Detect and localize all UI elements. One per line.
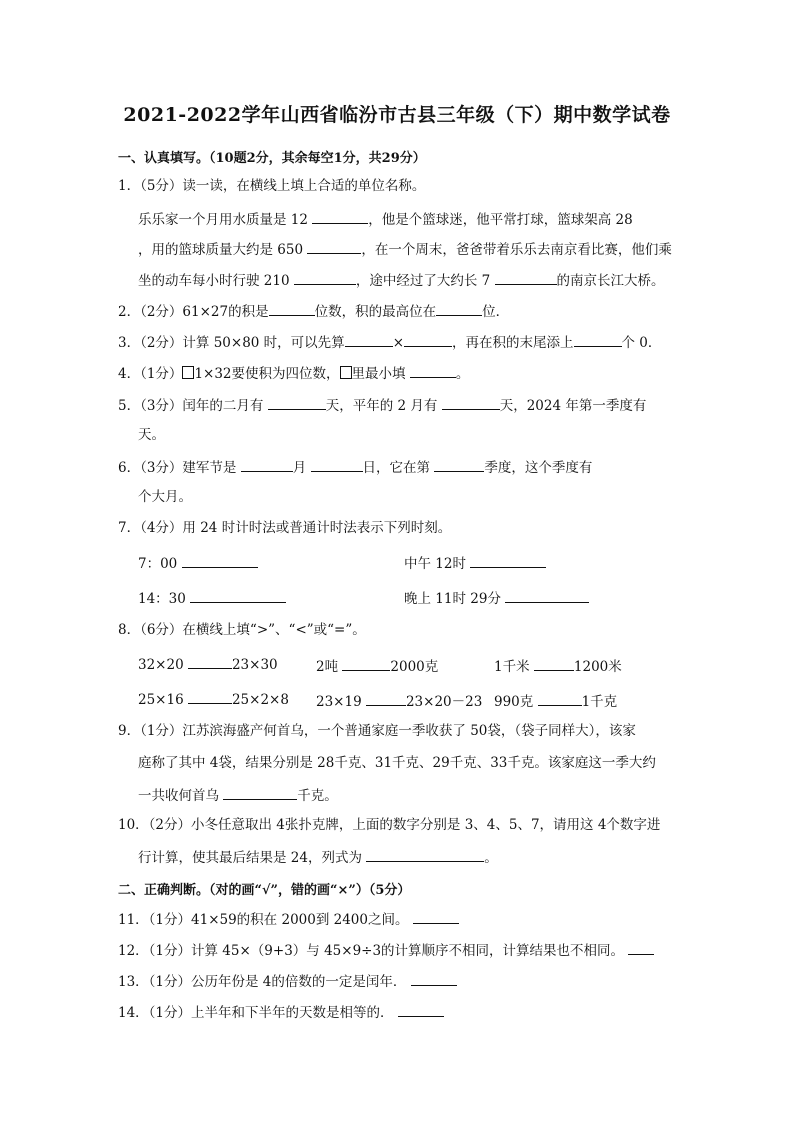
question-10-line-2: 行计算，使其最后结果是 24，列式为 。: [138, 850, 498, 866]
answer-blank[interactable]: [434, 458, 484, 472]
answer-blank[interactable]: [182, 554, 258, 568]
answer-blank[interactable]: [411, 972, 457, 986]
question-1-line-3: 坐的动车每小时行驶 210 ，途中经过了大约长 7 的南京长江大桥。: [138, 273, 665, 289]
question-9-line-2: 庭称了其中 4袋，结果分别是 28千克、31千克、29千克、33千克。该家庭这一季大约: [138, 755, 656, 771]
question-7-item-2: 中午 12时: [404, 554, 546, 572]
answer-blank[interactable]: [574, 333, 622, 347]
answer-blank[interactable]: [268, 396, 326, 410]
answer-blank[interactable]: [190, 589, 286, 603]
question-9-line-1: 9．（1分）江苏滨海盛产何首乌，一个普通家庭一季收获了 50袋，（袋子同样大），该家: [118, 723, 636, 739]
answer-blank[interactable]: [470, 554, 546, 568]
compare-item: 2吨 2000克: [316, 659, 439, 675]
question-5-line-1: 5．（3分）闰年的二月有 天，平年的 2 月有 天，2024 年第一季度有: [118, 398, 647, 414]
answer-blank[interactable]: [495, 271, 557, 285]
answer-blank[interactable]: [345, 333, 393, 347]
question-9-line-3: 一共收何首乌 千克。: [138, 788, 338, 804]
question-13: 13．（1分）公历年份是 4的倍数的一定是闰年．: [118, 972, 457, 990]
answer-blank[interactable]: [410, 364, 456, 378]
question-8-head: 8．（6分）在横线上填“>”、“<”或“=”。: [118, 622, 366, 638]
question-3: 3．（2分）计算 50×80 时，可以先算 × ，再在积的末尾添上 个 0．: [118, 335, 662, 351]
answer-blank[interactable]: [628, 941, 654, 955]
answer-blank[interactable]: [307, 240, 361, 254]
answer-blank[interactable]: [534, 657, 574, 671]
answer-blank[interactable]: [366, 848, 484, 862]
answer-blank[interactable]: [294, 271, 356, 285]
compare-item: 990克 1千克: [494, 694, 618, 710]
answer-blank[interactable]: [311, 458, 363, 472]
question-1-line-1: 乐乐家一个月用水质量是 12 ，他是个篮球迷，他平常打球，篮球架高 28: [138, 212, 633, 228]
compare-item: 1千米 1200米: [494, 659, 622, 675]
question-11: 11．（1分）41×59的积在 2000到 2400之间。: [118, 910, 459, 928]
question-7-item-3: 14：30: [138, 589, 286, 607]
question-12: 12．（1分）计算 45×（9+3）与 45×9÷3的计算顺序不相同，计算结果也不相同。: [118, 941, 654, 959]
answer-blank[interactable]: [241, 458, 293, 472]
question-7-head: 7．（4分）用 24 时计时法或普通计时法表示下列时刻。: [118, 520, 452, 536]
answer-blank[interactable]: [312, 210, 368, 224]
answer-blank[interactable]: [404, 333, 452, 347]
section-2-heading: 二、正确判断。（对的画“√”，错的画“×”）（5分）: [118, 883, 411, 898]
box-blank[interactable]: [182, 366, 194, 379]
compare-item: 25×16 25×2×8: [138, 692, 289, 708]
question-6-line-1: 6．（3分）建军节是 月 日，它在第 季度，这个季度有: [118, 460, 593, 476]
question-1-head: 1．（5分）读一读，在横线上填上合适的单位名称。: [118, 178, 426, 194]
question-10-line-1: 10．（2分）小冬任意取出 4张扑克牌，上面的数字分别是 3、4、5、7，请用这 4个数字进: [118, 817, 661, 833]
answer-blank[interactable]: [436, 302, 482, 316]
answer-blank[interactable]: [413, 910, 459, 924]
answer-blank[interactable]: [398, 1003, 444, 1017]
question-5-line-2: 天。: [138, 427, 165, 443]
answer-blank[interactable]: [342, 657, 390, 671]
compare-item: 32×20 23×30: [138, 657, 278, 673]
answer-blank[interactable]: [538, 692, 582, 706]
box-symbol: [340, 366, 352, 379]
section-1-heading: 一、认真填写。（10题2分，其余每空1分，共29分）: [118, 151, 426, 166]
question-7-item-1: 7：00: [138, 554, 258, 572]
question-7-item-4: 晚上 11时 29分: [404, 589, 589, 607]
answer-blank[interactable]: [505, 589, 589, 603]
question-6-line-2: 个大月。: [138, 489, 192, 505]
answer-blank[interactable]: [269, 302, 315, 316]
answer-blank[interactable]: [366, 692, 406, 706]
compare-item: 23×19 23×20－23: [316, 694, 483, 710]
question-4: 4．（1分） 1×32要使积为四位数， 里最小填 。: [118, 366, 470, 382]
page-title: 2021-2022学年山西省临汾市古县三年级（下）期中数学试卷: [123, 104, 671, 126]
question-2: 2．（2分）61×27的积是 位数，积的最高位在 位．: [118, 304, 510, 320]
answer-blank[interactable]: [188, 655, 232, 669]
answer-blank[interactable]: [188, 690, 232, 704]
question-14: 14．（1分）上半年和下半年的天数是相等的．: [118, 1003, 444, 1021]
answer-blank[interactable]: [442, 396, 500, 410]
answer-blank[interactable]: [223, 786, 297, 800]
question-1-line-2: ，用的篮球质量大约是 650 ，在一个周末，爸爸带着乐乐去南京看比赛，他们乘: [138, 242, 672, 258]
